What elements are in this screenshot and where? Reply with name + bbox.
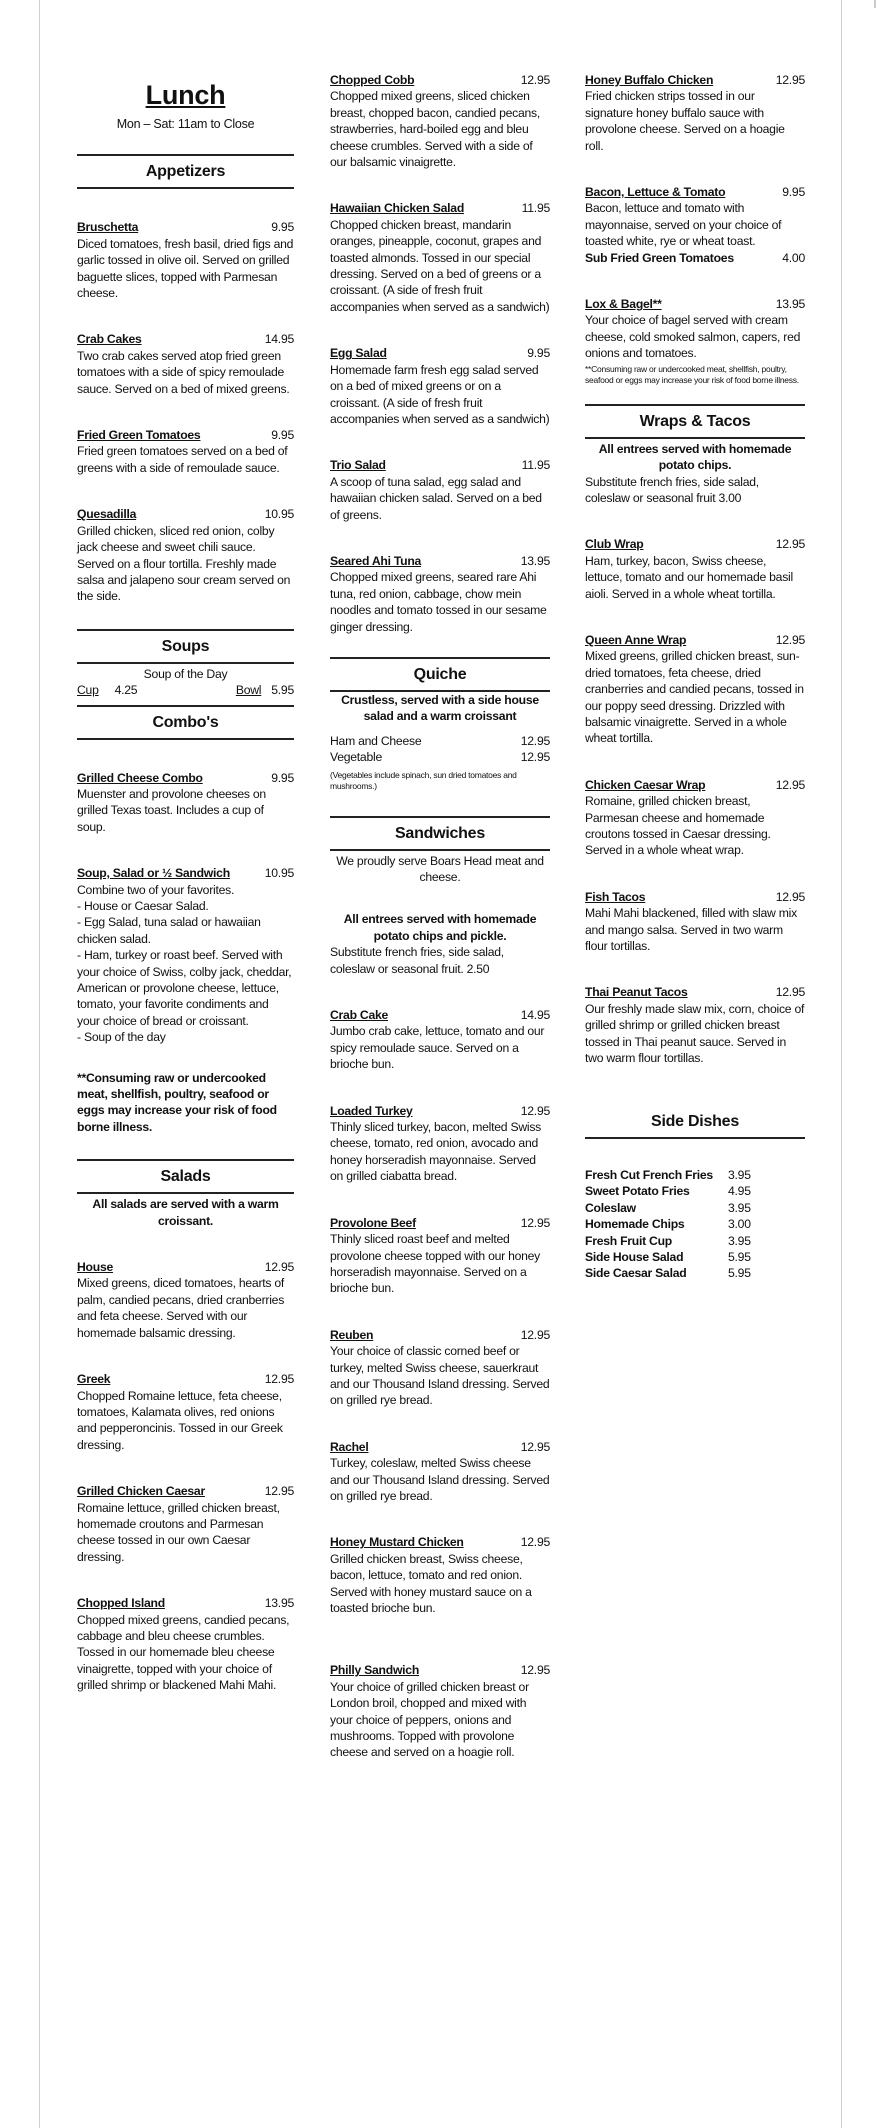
wraps-substitute: Substitute french fries, side salad, coleslaw or seasonal fruit 3.00 <box>585 474 759 505</box>
side-dish-price: 5.95 <box>728 1249 751 1264</box>
item-name: Honey Buffalo Chicken <box>585 73 714 87</box>
menu-item <box>77 1595 294 1693</box>
menu-item <box>77 506 294 604</box>
combo-option: - Egg Salad, tuna salad or hawaiian chicken salad. <box>77 915 261 946</box>
item-description: Mixed greens, grilled chicken breast, sun-dried tomatoes, feta cheese, dried cranberries and candied pecans, tossed in our poppy seed dressing. Drizzled with balsamic vinaigrette. Served in a whole wheat tortilla. <box>585 649 804 746</box>
item-description: Ham, turkey, bacon, Swiss cheese, lettuce, tomato and our homemade basil aioli. Served in a whole wheat tortilla. <box>585 553 793 601</box>
item-name: Bacon, Lettuce & Tomato <box>585 185 726 200</box>
menu-item <box>585 184 805 250</box>
item-name: Loaded Turkey <box>330 1103 413 1118</box>
item-name: Bruschetta <box>77 220 139 235</box>
item-price: 9.95 <box>271 770 294 785</box>
combo-option: - Soup of the day <box>77 1030 166 1045</box>
menu-item <box>585 250 805 266</box>
item-description: Chopped mixed greens, seared rare Ahi tuna, red onion, cabbage, chow mein noodles and tomato tossed in our sesame ginger dressing. <box>330 570 547 634</box>
item-description: Jumbo crab cake, lettuce, tomato and our spicy remoulade sauce. Served on a brioche bun. <box>330 1024 545 1072</box>
combo-option: - Ham, turkey or roast beef. Served with your choice of Swiss, colby jack, cheddar, American or provolone cheese, lettuce, tomato, your favorite condiments and your choice of bread or croissant. <box>77 948 292 1028</box>
menu-item <box>77 427 294 476</box>
item-price: 12.95 <box>520 733 550 748</box>
cup-price: 4.25 <box>114 683 138 698</box>
section-heading-combos: Combo's <box>77 705 294 740</box>
item-name: Ham and Cheese <box>330 733 422 748</box>
item-description: Diced tomatoes, fresh basil, dried figs and garlic tossed in olive oil. Served on grilled baguette slices, topped with Parmesan cheese. <box>77 236 294 301</box>
item-description: Thinly sliced roast beef and melted provolone cheese topped with our honey horseradish mayonnaise. Served on a brioche bun. <box>330 1232 541 1296</box>
item-price: 12.95 <box>520 1103 550 1118</box>
item-description: Turkey, coleslaw, melted Swiss cheese and our Thousand Island dressing. Served on grilled rye bread. <box>330 1456 550 1503</box>
menu-item <box>330 457 550 523</box>
menu-header <box>77 78 294 132</box>
section-heading-salads: Salads <box>77 1159 294 1194</box>
item-description: Your choice of classic corned beef or turkey, melted Swiss cheese, sauerkraut and our Thousand Island dressing. Served on grilled rye bread. <box>330 1344 550 1408</box>
item-description: Mixed greens, diced tomatoes, hearts of palm, candied pecans, dried cranberries and feta cheese. Served with our homemade balsamic dressing. <box>77 1276 285 1340</box>
cup-label: Cup <box>77 683 99 698</box>
side-dish-row <box>585 1249 805 1265</box>
combo-options <box>77 898 294 1046</box>
item-price: 13.95 <box>264 1596 294 1611</box>
item-description: Chopped mixed greens, sliced chicken breast, chopped bacon, candied pecans, strawberries, hard-boiled egg and bleu cheese crumbles. Served with a side of our balsamic vinaigrette. <box>330 89 541 170</box>
menu-item <box>77 770 294 836</box>
side-dish-price: 3.95 <box>728 1233 751 1248</box>
quiche-item <box>330 733 550 749</box>
item-description: Romaine, grilled chicken breast, Parmesan cheese and homemade croutons tossed in Caesar dressing. Served in a whole wheat wrap. <box>585 794 771 858</box>
item-name: Honey Mustard Chicken <box>330 1535 464 1550</box>
combo-option: - House or Caesar Salad. <box>77 898 209 913</box>
item-name: Greek <box>77 1372 111 1387</box>
item-description: Muenster and provolone cheeses on grilled Texas toast. Includes a cup of soup. <box>77 786 266 834</box>
item-price: 13.95 <box>775 297 805 312</box>
item-name: Provolone Beef <box>330 1215 416 1230</box>
section-heading-appetizers: Appetizers <box>77 154 294 189</box>
item-description: Grilled chicken breast, Swiss cheese, bacon, lettuce, tomato and red onion. Served with honey mustard sauce on a toasted brioche bun. <box>330 1551 532 1615</box>
item-price: 12.95 <box>775 537 805 552</box>
side-dish-price: 4.95 <box>728 1184 751 1199</box>
item-name: Reuben <box>330 1327 374 1342</box>
menu-item <box>330 345 550 427</box>
menu-item <box>77 1259 294 1341</box>
side-dish-name: Sweet Potato Fries <box>585 1184 690 1199</box>
item-price: 12.95 <box>520 1535 550 1550</box>
item-name: Chopped Cobb <box>330 73 415 87</box>
side-dish-price: 3.00 <box>728 1217 751 1232</box>
item-price: 12.95 <box>264 1484 294 1499</box>
item-price: 12.95 <box>775 889 805 904</box>
item-name: Trio Salad <box>330 458 386 473</box>
sandwiches-note-1: We proudly serve Boars Head meat and cheese. <box>336 853 544 884</box>
menu-column-3 <box>585 72 805 1282</box>
sandwiches-substitute: Substitute french fries, side salad, coleslaw or seasonal fruit. 2.50 <box>330 945 504 976</box>
item-price: 12.95 <box>520 1215 550 1230</box>
item-price: 12.95 <box>775 985 805 1000</box>
sandwiches-note-2: All entrees served with homemade potato chips and pickle. <box>343 912 537 943</box>
menu-item <box>77 331 294 397</box>
menu-item <box>330 1103 550 1185</box>
item-description: Fried chicken strips tossed in our signature honey buffalo sauce with provolone cheese. Served on a hoagie roll. <box>585 89 785 153</box>
side-dish-name: Fresh Fruit Cup <box>585 1233 672 1248</box>
item-name: Crab Cake <box>330 1008 389 1023</box>
menu-item <box>585 72 805 154</box>
menu-item <box>330 1439 550 1505</box>
item-name: Vegetable <box>330 750 382 765</box>
item-price: 12.95 <box>775 632 805 647</box>
item-name: Rachel <box>330 1439 369 1454</box>
item-name: Sub Fried Green Tomatoes <box>585 250 734 265</box>
item-name: Philly Sandwich <box>330 1663 420 1678</box>
item-price: 12.95 <box>520 73 550 87</box>
item-price: 12.95 <box>775 777 805 792</box>
side-dish-name: Coleslaw <box>585 1200 636 1215</box>
quiche-item <box>330 749 550 765</box>
item-name: Chopped Island <box>77 1596 165 1611</box>
menu-item <box>585 984 805 1066</box>
menu-item <box>585 536 805 602</box>
menu-item <box>585 889 805 955</box>
item-description: Combine two of your favorites. <box>77 882 235 897</box>
side-dish-name: Homemade Chips <box>585 1217 685 1232</box>
item-name: Grilled Cheese Combo <box>77 770 203 785</box>
item-price: 9.95 <box>782 185 805 200</box>
side-dish-price: 5.95 <box>728 1266 751 1281</box>
quiche-footnote: (Vegetables include spinach, sun dried tomatoes and mushrooms.) <box>330 769 517 791</box>
menu-item <box>330 1007 550 1073</box>
item-description: Fried green tomatoes served on a bed of greens with a side of remoulade sauce. <box>77 444 288 475</box>
corner-mark <box>874 0 876 8</box>
wraps-note: All entrees served with homemade potato chips. <box>598 441 792 473</box>
item-name: Chicken Caesar Wrap <box>585 777 706 792</box>
item-price: 10.95 <box>264 866 294 881</box>
menu-item <box>330 1215 550 1297</box>
item-name: Thai Peanut Tacos <box>585 985 688 1000</box>
item-price: 9.95 <box>271 220 294 235</box>
item-price: 14.95 <box>264 332 294 347</box>
item-price: 9.95 <box>527 346 550 361</box>
soup-prices <box>77 682 294 698</box>
item-name: Seared Ahi Tuna <box>330 553 422 568</box>
side-dish-row <box>585 1216 805 1232</box>
item-name: Grilled Chicken Caesar <box>77 1484 205 1499</box>
item-description: Thinly sliced turkey, bacon, melted Swiss cheese, tomato, red onion, avocado and honey horseradish mayonnaise. Served on grilled ciabatta bread. <box>330 1120 542 1184</box>
menu-title: Lunch <box>145 80 226 110</box>
menu-item <box>330 1534 550 1616</box>
item-price: 12.95 <box>264 1372 294 1387</box>
menu-item <box>330 553 550 635</box>
menu-item <box>330 200 550 315</box>
item-price: 12.95 <box>520 1327 550 1342</box>
item-description: Your choice of bagel served with cream cheese, cold smoked salmon, capers, red onions and tomatoes. <box>585 313 801 361</box>
menu-item <box>77 1483 294 1565</box>
item-price: 9.95 <box>271 428 294 443</box>
item-price: 12.95 <box>264 1260 294 1275</box>
side-dish-row <box>585 1265 805 1281</box>
item-description: Two crab cakes served atop fried green tomatoes with a side of spicy remoulade sauce. Served on a bed of mixed greens. <box>77 348 290 396</box>
item-description: Chopped Romaine lettuce, feta cheese, tomatoes, Kalamata olives, red onions and pepperoncinis. Tossed in our Greek dressing. <box>77 1388 283 1452</box>
item-description: Our freshly made slaw mix, corn, choice of grilled shrimp or grilled chicken breast tossed in Thai peanut sauce. Served in two warm flour tortillas. <box>585 1001 805 1066</box>
item-name: Hawaiian Chicken Salad <box>330 201 465 216</box>
item-price: 4.00 <box>782 250 805 265</box>
salads-note: All salads are served with a warm croissant. <box>92 1197 279 1228</box>
item-price: 12.95 <box>520 750 550 765</box>
side-dish-row <box>585 1167 805 1183</box>
menu-item <box>585 296 805 386</box>
item-price: 13.95 <box>520 553 550 568</box>
side-dish-price: 3.95 <box>728 1167 751 1182</box>
item-name: Crab Cakes <box>77 332 142 347</box>
bowl-price: 5.95 <box>271 683 294 698</box>
section-heading-soups: Soups <box>77 629 294 664</box>
menu-item <box>330 1662 550 1760</box>
item-name: Fried Green Tomatoes <box>77 428 201 443</box>
item-name: Club Wrap <box>585 537 644 552</box>
lox-footnote: **Consuming raw or undercooked meat, shellfish, poultry, seafood or eggs may increase your risk of food borne illness. <box>585 363 799 385</box>
menu-hours: Mon – Sat: 11am to Close <box>116 117 255 131</box>
bowl-label: Bowl <box>235 683 262 698</box>
side-dishes-list <box>585 1167 805 1282</box>
item-price: 14.95 <box>520 1008 550 1023</box>
section-heading-side-dishes: Side Dishes <box>585 1114 805 1138</box>
item-description: Grilled chicken, sliced red onion, colby jack cheese and sweet chili sauce. Served on a flour tortilla. Freshly made salsa and jalapeno sour cream served on the side. <box>77 523 291 604</box>
menu-item <box>77 219 294 301</box>
section-heading-sandwiches: Sandwiches <box>330 816 550 851</box>
item-description: Bacon, lettuce and tomato with mayonnaise, served on your choice of toasted white, rye or wheat toast. <box>585 201 782 249</box>
side-dish-row <box>585 1233 805 1249</box>
side-dish-price: 3.95 <box>728 1200 751 1215</box>
item-description: Chopped mixed greens, candied pecans, cabbage and bleu cheese crumbles. Tossed in our homemade bleu cheese vinaigrette, topped with your choice of grilled shrimp or blackened Mahi Mahi. <box>77 1612 290 1693</box>
menu-item <box>77 865 294 1045</box>
item-name: Queen Anne Wrap <box>585 632 687 647</box>
quiche-note: Crustless, served with a side house salad and a warm croissant <box>341 692 539 724</box>
item-description: Homemade farm fresh egg salad served on a bed of mixed greens or on a croissant. (A side of fresh fruit accompanies when served as a sandwich) <box>330 362 550 426</box>
side-dish-name: Side House Salad <box>585 1249 684 1264</box>
menu-item <box>585 777 805 859</box>
item-description: Mahi Mahi blackened, filled with slaw mix and mango salsa. Served in two warm flour tortillas. <box>585 906 797 954</box>
food-safety-warning: **Consuming raw or undercooked meat, shellfish, poultry, seafood or eggs may increase your risk of food borne illness. <box>77 1070 277 1134</box>
item-price: 11.95 <box>521 201 550 216</box>
item-description: Your choice of grilled chicken breast or London broil, chopped and mixed with your choice of peppers, onions and mushrooms. Topped with provolone cheese and served on a hoagie roll. <box>330 1679 529 1760</box>
item-price: 10.95 <box>264 507 294 522</box>
side-dish-name: Side Caesar Salad <box>585 1266 687 1281</box>
item-description: Romaine lettuce, grilled chicken breast, homemade croutons and Parmesan cheese tossed in our own Caesar dressing. <box>77 1500 280 1564</box>
item-description: Chopped chicken breast, mandarin oranges, pineapple, coconut, grapes and toasted almonds. Tossed in our special dressing. Served on a bed of greens or a croissant. (A side of fresh fruit accompanies when served as a sandwich) <box>330 217 550 314</box>
menu-item <box>77 1371 294 1453</box>
side-dish-name: Fresh Cut French Fries <box>585 1167 713 1182</box>
side-dish-row <box>585 1200 805 1216</box>
item-description: A scoop of tuna salad, egg salad and hawaiian chicken salad. Served on a bed of greens. <box>330 474 542 522</box>
menu-column-2 <box>330 72 550 1761</box>
item-name: Soup, Salad or ½ Sandwich <box>77 866 230 881</box>
item-price: 12.95 <box>520 1439 550 1454</box>
item-name: Lox & Bagel** <box>585 297 662 312</box>
section-heading-wraps-tacos: Wraps & Tacos <box>585 404 805 439</box>
section-heading-quiche: Quiche <box>330 657 550 692</box>
menu-item <box>330 1327 550 1409</box>
item-price: 12.95 <box>520 1663 550 1678</box>
item-name: Fish Tacos <box>585 889 646 904</box>
menu-item <box>585 632 805 747</box>
item-name: House <box>77 1260 113 1275</box>
item-price: 11.95 <box>521 458 550 473</box>
menu-item <box>330 72 550 170</box>
item-name: Quesadilla <box>77 507 137 522</box>
side-dish-row <box>585 1183 805 1199</box>
menu-column-1 <box>77 72 294 1694</box>
item-price: 12.95 <box>775 73 805 87</box>
item-name: Egg Salad <box>330 346 387 361</box>
soup-of-the-day: Soup of the Day <box>143 666 228 681</box>
